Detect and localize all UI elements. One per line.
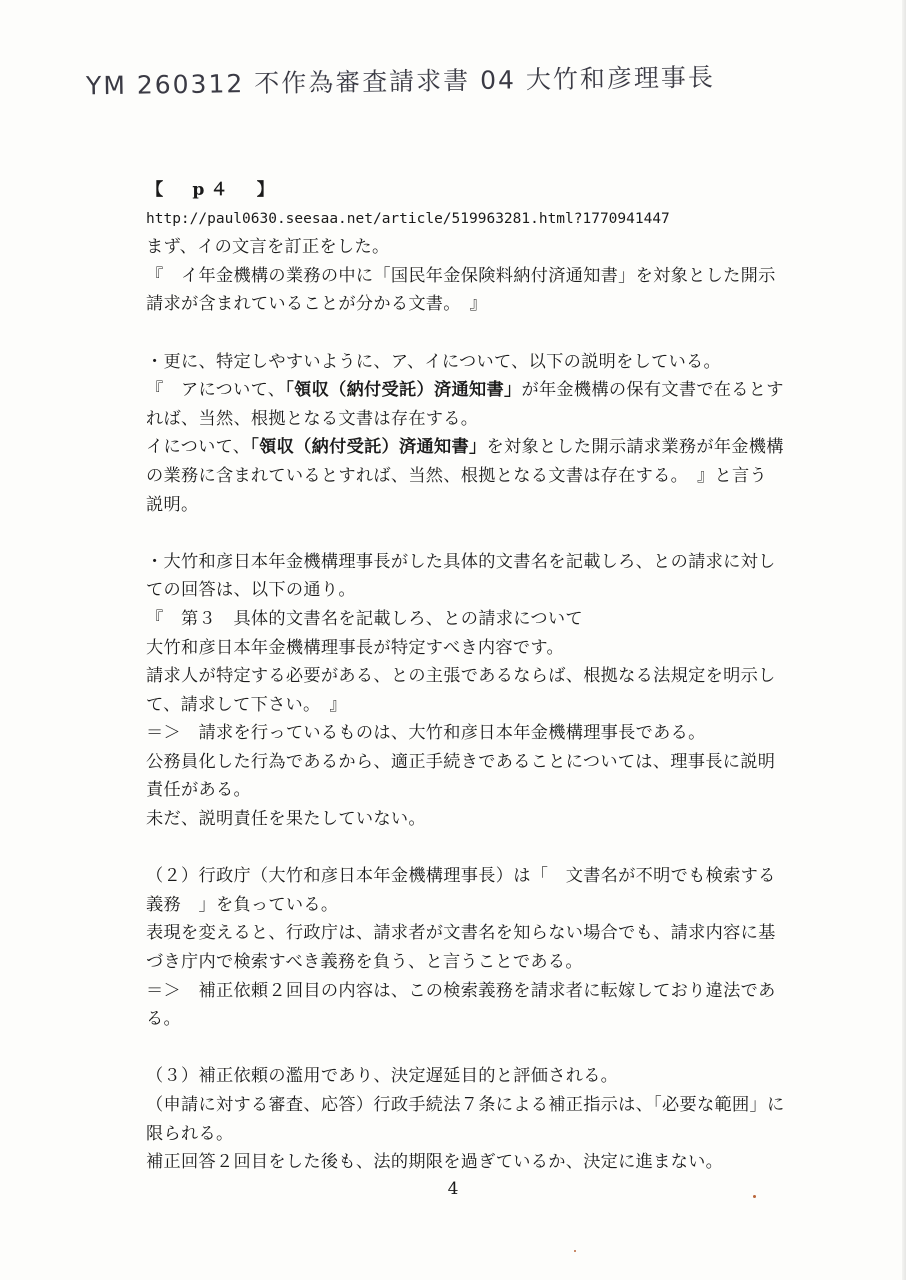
text-line: の業務に含まれているとすれば、当然、根拠となる文書は存在する。 』と言う	[146, 465, 767, 486]
text-line: （申請に対する審査、応答）行政手続法７条による補正指示は、「必要な範囲」に	[146, 1095, 785, 1115]
text-line: 補正回答２回目をした後も、法的期限を過ぎているか、決定に進まない。	[146, 1152, 724, 1173]
text-line: （２）行政庁（大竹和彦日本年金機構理事長）は「 文書名が不明でも検索する	[146, 866, 776, 887]
handwritten-note: YM 260312 不作為審査請求書 04 大竹和彦理事長	[85, 62, 716, 101]
emphasized-document-name: 「領収（納付受託）済通知書」	[250, 437, 487, 458]
text-line: 『 イ年金機構の業務の中に「国民年金保険料納付済通知書」を対象とした開示	[146, 265, 776, 286]
text-line: 請求が含まれていることが分かる文書。 』	[146, 294, 488, 315]
text-line: イについて、「領収（納付受託）済通知書」を対象とした開示請求業務が年金機構	[146, 437, 784, 458]
text-line: 『 第３ 具体的文書名を記載しろ、との請求について	[146, 608, 583, 629]
text-line: まず、イの文言を訂正をした。	[146, 237, 390, 258]
text-line: 未だ、説明責任を果たしていない。	[146, 809, 426, 830]
source-url: http://paul0630.seesaa.net/article/519963281.html?1770941447	[146, 210, 670, 227]
text-line: 『 アについて、「領収（納付受託）済通知書」が年金機構の保有文書で在るとす	[146, 380, 784, 401]
text-line: 限られる。	[146, 1123, 234, 1144]
paragraph-gap	[146, 1034, 846, 1063]
text-line: 請求人が特定する必要がある、との主張であるならば、根拠なる法規定を明示し	[146, 666, 776, 687]
text-line: ＝＞ 補正依頼２回目の内容は、この検索義務を請求者に転嫁しており違法であ	[146, 980, 776, 1001]
text-line: 大竹和彦日本年金機構理事長が特定すべき内容です。	[146, 637, 564, 658]
text-line: （３）補正依頼の濫用であり、決定遅延目的と評価される。	[146, 1066, 619, 1087]
scan-edge	[902, 0, 906, 1280]
text-line: る。	[146, 1009, 181, 1030]
paper-speck	[753, 1195, 756, 1198]
document-body	[146, 176, 846, 1177]
paragraph-gap	[146, 519, 846, 548]
text-line: れば、当然、根拠となる文書は存在する。	[146, 408, 479, 429]
text-line: ＝＞ 請求を行っているものは、大竹和彦日本年金機構理事長である。	[146, 723, 706, 744]
page-number: 4	[447, 1179, 459, 1199]
text-line: ての回答は、以下の通り。	[146, 580, 356, 601]
text-line: 表現を変えると、行政庁は、請求者が文書名を知らない場合でも、請求内容に基	[146, 923, 776, 944]
paper-speck	[574, 1250, 576, 1252]
paragraph-gap	[146, 834, 846, 863]
text-line: 公務員化した行為であるから、適正手続きであることについては、理事長に説明	[146, 751, 776, 772]
text-line: 責任がある。	[146, 780, 251, 801]
text-line: 説明。	[146, 494, 199, 515]
body-text	[146, 233, 846, 1177]
text-line: 義務 」を負っている。	[146, 894, 339, 915]
text-line: づき庁内で検索すべき義務を負う、と言うことである。	[146, 952, 583, 973]
emphasized-document-name: 「領収（納付受託）済通知書」	[285, 380, 522, 401]
paragraph-gap	[146, 319, 846, 348]
text-line: ・大竹和彦日本年金機構理事長がした具体的文書名を記載しろ、との請求に対し	[146, 551, 776, 572]
page-heading: 【 p４ 】	[146, 180, 280, 200]
text-line: ・更に、特定しやすいように、ア、イについて、以下の説明をしている。	[146, 351, 722, 372]
text-line: て、請求して下さい。 』	[146, 694, 347, 715]
